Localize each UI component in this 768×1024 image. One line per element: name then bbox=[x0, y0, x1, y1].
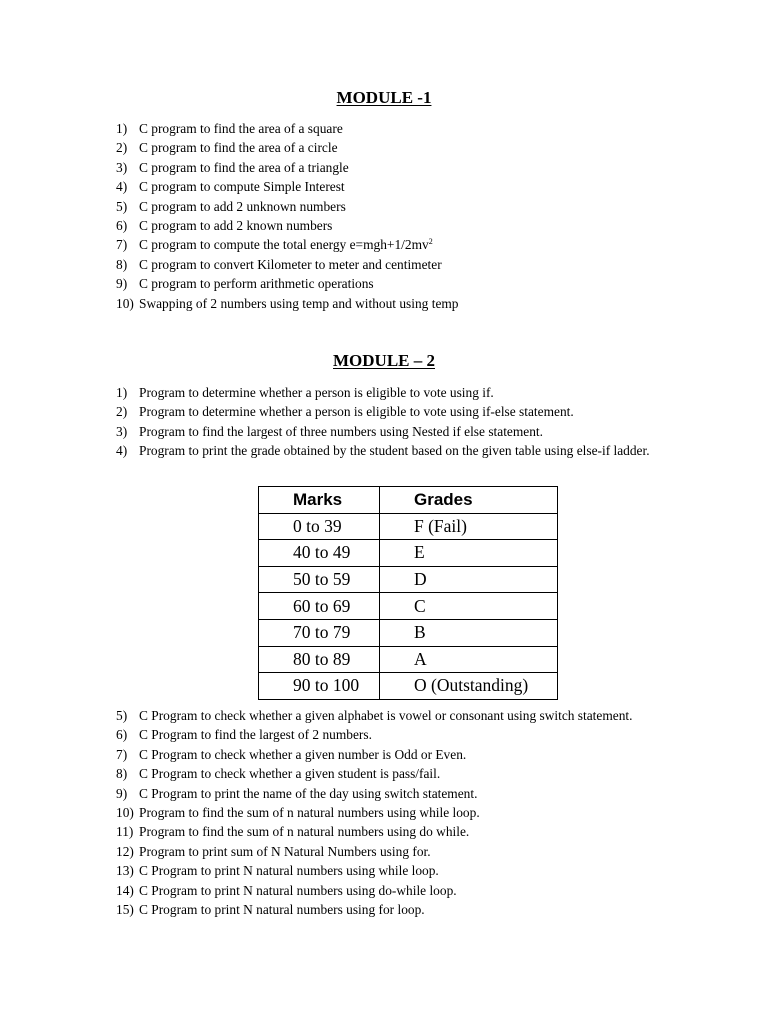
grade-table-row bbox=[259, 593, 558, 620]
list-item bbox=[116, 441, 676, 460]
item-number: 6) bbox=[116, 218, 128, 234]
item-text bbox=[139, 803, 676, 822]
grade-table-row bbox=[259, 513, 558, 540]
item-text bbox=[139, 177, 676, 196]
item-text bbox=[139, 274, 676, 293]
item-text-content: Program to print the grade obtained by the student based on the given table using else-if ladder. bbox=[139, 443, 650, 459]
item-number: 11) bbox=[116, 824, 134, 840]
item-number: 14) bbox=[116, 882, 134, 898]
list-item bbox=[116, 119, 676, 138]
item-text bbox=[139, 119, 676, 138]
grade-table-row bbox=[259, 619, 558, 646]
item-text-content: C program to find the area of a square bbox=[139, 121, 343, 136]
list-item bbox=[116, 881, 676, 900]
item-text-content: C program to add 2 unknown numbers bbox=[139, 198, 346, 214]
list-item bbox=[116, 822, 676, 841]
item-text bbox=[139, 822, 676, 841]
marks-cell: 80 to 89 bbox=[259, 646, 380, 673]
item-number: 12) bbox=[116, 843, 134, 859]
item-number: 2) bbox=[116, 140, 128, 156]
item-text-content: C program to convert Kilometer to meter and centimeter bbox=[139, 256, 442, 272]
grade-cell: B bbox=[380, 619, 558, 646]
item-text bbox=[139, 725, 676, 744]
item-text-content: C program to compute Simple Interest bbox=[139, 179, 345, 195]
list-item bbox=[116, 725, 676, 744]
list-item bbox=[116, 235, 676, 254]
grade-table-row bbox=[259, 540, 558, 567]
item-text-content: C program to add 2 known numbers bbox=[139, 218, 333, 234]
grade-table-header-row bbox=[259, 487, 558, 514]
grade-cell: C bbox=[380, 593, 558, 620]
item-text-content: C program to find the area of a triangle bbox=[139, 159, 349, 175]
item-number: 10) bbox=[116, 295, 134, 311]
item-number: 4) bbox=[116, 179, 128, 195]
marks-column-header: Marks bbox=[259, 487, 380, 514]
list-item bbox=[116, 861, 676, 880]
grade-cell: D bbox=[380, 566, 558, 593]
item-text bbox=[139, 784, 676, 803]
list-item bbox=[116, 255, 676, 274]
item-number: 5) bbox=[116, 708, 128, 723]
item-text-content: C program to compute the total energy e=mgh+1/2mv bbox=[139, 237, 429, 253]
item-text bbox=[139, 158, 676, 177]
module-1-title: MODULE -1 bbox=[336, 88, 432, 107]
grade-cell: F (Fail) bbox=[380, 513, 558, 540]
list-item bbox=[116, 158, 676, 177]
grade-table-row bbox=[259, 673, 558, 700]
item-text-content: C Program to check whether a given alphabet is vowel or consonant using switch statement. bbox=[139, 708, 633, 723]
item-number: 5) bbox=[116, 198, 128, 214]
item-text bbox=[139, 881, 676, 900]
grade-table-row bbox=[259, 566, 558, 593]
item-text-content: C Program to print N natural numbers using while loop. bbox=[139, 863, 439, 879]
item-text-content: C program to find the area of a circle bbox=[139, 140, 338, 156]
marks-cell: 90 to 100 bbox=[259, 673, 380, 700]
list-item bbox=[116, 422, 676, 441]
item-text-content: C Program to find the largest of 2 numbers. bbox=[139, 727, 372, 743]
item-text-content: C Program to print N natural numbers using for loop. bbox=[139, 902, 425, 918]
item-text-content: Program to find the largest of three numbers using Nested if else statement. bbox=[139, 423, 543, 439]
item-number: 3) bbox=[116, 423, 128, 439]
item-text-content: C program to perform arithmetic operations bbox=[139, 276, 374, 292]
item-text bbox=[139, 764, 676, 783]
marks-cell: 50 to 59 bbox=[259, 566, 380, 593]
grade-cell: E bbox=[380, 540, 558, 567]
item-text bbox=[139, 422, 676, 441]
item-text-content: Program to print sum of N Natural Numbers using for. bbox=[139, 843, 431, 859]
item-text bbox=[139, 197, 676, 216]
marks-cell: 60 to 69 bbox=[259, 593, 380, 620]
item-number: 10) bbox=[116, 805, 134, 821]
item-number: 8) bbox=[116, 256, 128, 272]
item-number: 6) bbox=[116, 727, 128, 743]
list-item bbox=[116, 177, 676, 196]
item-number: 8) bbox=[116, 766, 128, 782]
item-text bbox=[139, 745, 676, 764]
item-text bbox=[139, 861, 676, 880]
list-item bbox=[116, 294, 676, 313]
item-number: 1) bbox=[116, 121, 128, 136]
module-2-list-part-1 bbox=[116, 383, 676, 461]
item-text-content: C Program to check whether a given student is pass/fail. bbox=[139, 766, 441, 782]
item-number: 9) bbox=[116, 276, 128, 292]
grade-table bbox=[258, 486, 558, 700]
item-text-content: Program to determine whether a person is eligible to vote using if-else statement. bbox=[139, 404, 574, 420]
item-text bbox=[139, 842, 676, 861]
list-item bbox=[116, 197, 676, 216]
module-1-list bbox=[116, 119, 676, 313]
list-item bbox=[116, 764, 676, 783]
list-item bbox=[116, 803, 676, 822]
module-2-title: MODULE – 2 bbox=[333, 351, 435, 370]
item-number: 3) bbox=[116, 159, 128, 175]
item-number: 7) bbox=[116, 746, 128, 762]
item-text bbox=[139, 441, 676, 460]
item-text-content: Swapping of 2 numbers using temp and without using temp bbox=[139, 295, 459, 311]
item-text-content: C Program to check whether a given number is Odd or Even. bbox=[139, 746, 467, 762]
list-item bbox=[116, 706, 676, 725]
list-item bbox=[116, 274, 676, 293]
marks-cell: 70 to 79 bbox=[259, 619, 380, 646]
item-text bbox=[139, 235, 676, 254]
list-item bbox=[116, 402, 676, 421]
grade-cell: O (Outstanding) bbox=[380, 673, 558, 700]
module-2-list-part-2 bbox=[116, 706, 676, 919]
item-number: 7) bbox=[116, 237, 128, 253]
marks-cell: 0 to 39 bbox=[259, 513, 380, 540]
item-text-content: C Program to print N natural numbers using do-while loop. bbox=[139, 882, 457, 898]
item-text-content: C Program to print the name of the day using switch statement. bbox=[139, 785, 478, 801]
item-text bbox=[139, 255, 676, 274]
marks-cell: 40 to 49 bbox=[259, 540, 380, 567]
list-item bbox=[116, 216, 676, 235]
item-text bbox=[139, 706, 676, 725]
list-item bbox=[116, 842, 676, 861]
item-number: 9) bbox=[116, 785, 128, 801]
grade-cell: A bbox=[380, 646, 558, 673]
item-text bbox=[139, 294, 676, 313]
item-text bbox=[139, 216, 676, 235]
item-text-content: Program to determine whether a person is eligible to vote using if. bbox=[139, 385, 494, 400]
list-item bbox=[116, 383, 676, 402]
list-item bbox=[116, 900, 676, 919]
item-text bbox=[139, 138, 676, 157]
item-number: 1) bbox=[116, 385, 128, 400]
grades-column-header: Grades bbox=[380, 487, 558, 514]
grade-table-row bbox=[259, 646, 558, 673]
list-item bbox=[116, 138, 676, 157]
item-number: 13) bbox=[116, 863, 134, 879]
item-number: 4) bbox=[116, 443, 128, 459]
superscript: 2 bbox=[428, 237, 433, 247]
list-item bbox=[116, 745, 676, 764]
item-text bbox=[139, 402, 676, 421]
list-item bbox=[116, 784, 676, 803]
item-text bbox=[139, 900, 676, 919]
item-number: 15) bbox=[116, 902, 134, 918]
item-number: 2) bbox=[116, 404, 128, 420]
item-text bbox=[139, 383, 676, 402]
item-text-content: Program to find the sum of n natural numbers using while loop. bbox=[139, 805, 480, 821]
item-text-content: Program to find the sum of n natural numbers using do while. bbox=[139, 824, 470, 840]
